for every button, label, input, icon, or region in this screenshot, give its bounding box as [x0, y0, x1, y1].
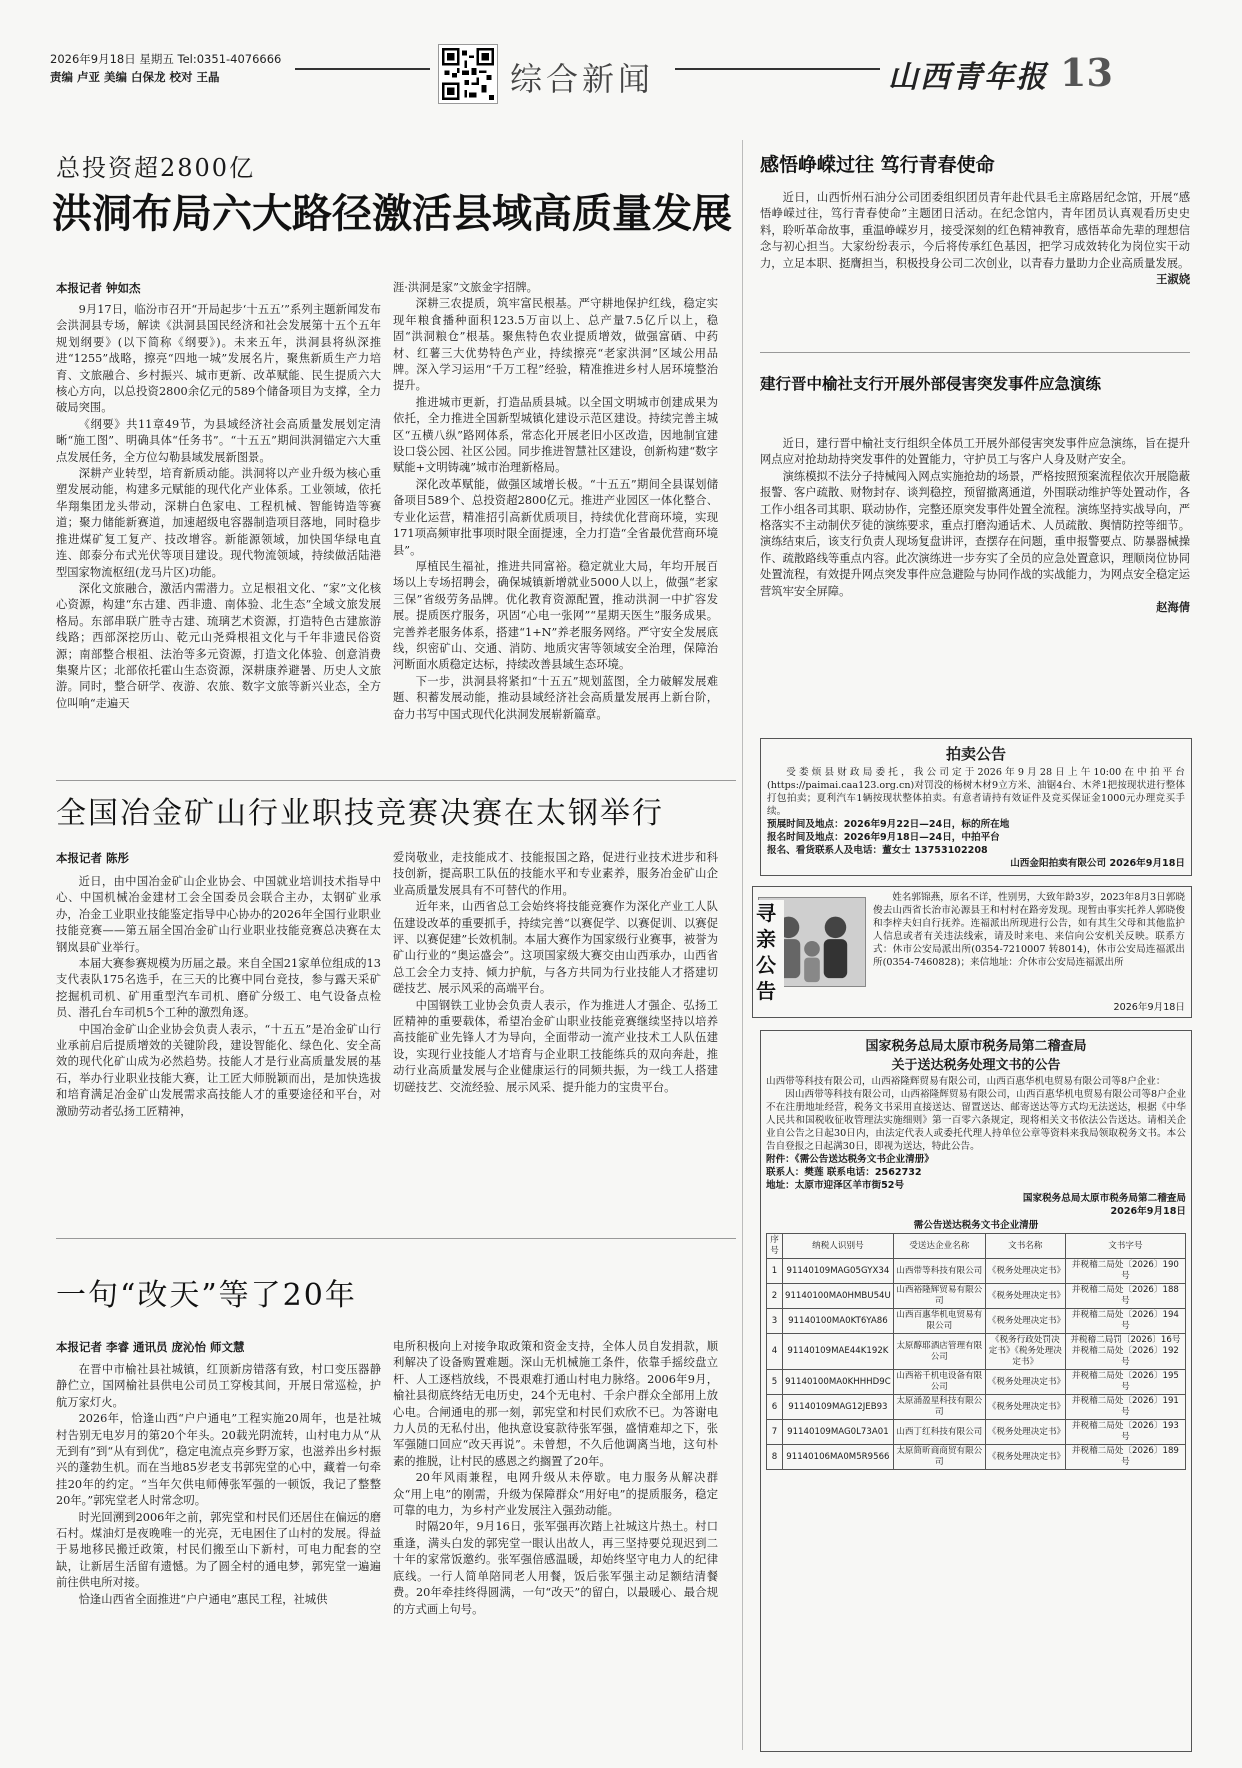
lead-column-1	[56, 302, 381, 767]
auction-signature: 山西金阳拍卖有限公司 2026年9月18日	[1010, 858, 1185, 869]
auction-notice	[760, 738, 1192, 876]
paragraph: 时光回溯到2006年之前，郭宪堂和村民们还居住在偏远的磨石村。煤油灯是夜晚唯一的光亮，无电困住了山村的发展。得益于易地移民搬迁政策，村民们搬至山下新村，可电力配套的空缺，让新居生活留有遗憾。为了圆全村的通电梦，郭宪堂一遍遍前往供电所对接。	[56, 1510, 381, 1590]
table-cell: 《税务处理决定书》	[985, 1395, 1065, 1420]
table-cell: 并税稽二局罚〔2026〕16号 并税稽二局处〔2026〕192号	[1065, 1334, 1185, 1370]
auction-line: 报名、看货联系人及电话：董女士 13753102208	[767, 845, 988, 856]
column-header: 文书名称	[985, 1234, 1065, 1259]
side2-signature: 赵海倩	[1156, 601, 1190, 615]
tax-address: 地址：太原市迎泽区羊市街52号	[766, 1180, 905, 1191]
third-column-2	[393, 1339, 718, 1746]
table-row	[767, 1420, 1186, 1445]
paragraph: 中国冶金矿山企业协会负责人表示，“十五五”是冶金矿山行业承前启后提质增效的关键阶段，建设智能化、绿色化、安全高效的现代化矿山成为必然趋势。技能人才是行业高质量发展的基石，举办行业职业技能大赛，让工匠大师脱颖而出，是加快选拔和培育满足冶金矿山发展需求高技能人才的重要途径和平台，对激励劳动者弘扬工匠精神，	[56, 1022, 381, 1118]
masthead-rule-right	[675, 68, 880, 70]
table-cell: 《税务处理决定书》	[985, 1420, 1065, 1445]
tax-title-2: 关于送达税务处理文书的公告	[891, 1058, 1061, 1073]
paragraph: 推进城市更新，打造品质县城。以全国文明城市创建成果为依托，全力推进全国新型城镇化建设示范区建设。持续完善主城区“五横八纵”路网体系，常态化开展老旧小区改造，因地制宜建设口袋公园、社区公园。同步推进智慧社区建设，创新构建“数字赋能+文明铸魂”城市治理新格局。	[393, 395, 718, 475]
tax-attachment: 附件：《需公告送达税务文书企业清册》	[766, 1154, 934, 1165]
paragraph: 近日，山西忻州石油分公司团委组织团员青年赴代县毛主席路居纪念馆，开展“感悟峥嵘过往，笃行青春使命”主题团日活动。在纪念馆内，青年团员认真观看历史史料，聆听革命故事，重温峥嵘岁月，接受深刻的红色精神教育，感悟革命先辈的理想信念与初心担当。大家纷纷表示，今后将传承红色基因，把学习成效转化为岗位实干动力，立足本职、挺膺担当，积极投身公司二次创业，以青春力量助力企业高质量发展。	[760, 191, 1190, 270]
paragraph: 《纲要》共11章49节，为县域经济社会高质量发展划定清晰“施工图”、明确具体“任务书”。“十五五”期间洪洞锚定六大重点发展任务，全方位勾勒县域发展新图景。	[56, 417, 381, 464]
side2-body	[760, 436, 1190, 726]
masthead-rule-left	[295, 68, 430, 70]
table-cell: 7	[767, 1420, 783, 1445]
table-cell: 91140100MA0KHHHD9C	[783, 1370, 894, 1395]
lead-byline: 本报记者 钟如杰	[56, 281, 141, 295]
table-cell: 《税务行政处罚决定书》《税务处理决定书》	[985, 1334, 1065, 1370]
table-row	[767, 1284, 1186, 1309]
table-cell: 《税务处理决定书》	[985, 1370, 1065, 1395]
table-cell: 并税稽二局处〔2026〕193号	[1065, 1420, 1185, 1445]
table-cell: 4	[767, 1334, 783, 1370]
table-cell: 《税务处理决定书》	[985, 1259, 1065, 1284]
paragraph: 近日，由中国冶金矿山企业协会、中国就业培训技术指导中心、中国机械冶金建材工会全国委员会联合主办，太钢矿业承办，冶金工业职业技能鉴定指导中心协办的2026年全国行业职业技能竞赛——第五届全国冶金矿山行业职业技能竞赛总决赛在太钢岚县矿业举行。	[56, 875, 381, 954]
tax-signature: 国家税务总局太原市税务局第二稽查局	[1022, 1193, 1186, 1204]
paragraph: 9月17日，临汾市召开“开局起步‘十五五’”系列主题新闻发布会洪洞县专场，解读《洪洞县国民经济和社会发展第十五个五年规划纲要》(以下简称《纲要》)。未来五年，洪洞县将纵深推进“1255”战略，擦亮“四地一城”发展名片，聚焦新质生产力培育、文旅融合、乡村振兴、城市更新、改革赋能、民生提质六大核心方向，以总投资2800余亿元的589个储备项目为支撑，全力破局突围。	[56, 303, 381, 415]
paragraph: 2026年，恰逢山西“户户通电”工程实施20周年，也是社城村告别无电岁月的第20个年头。20载光阴流转，山村电力从“从无到有”到“从有到优”，稳定电流点亮乡野万家，也滋养出乡村振兴的蓬勃生机。而在当地85岁老支书郭宪堂的心中，藏着一句牵挂20年的约定。“当年欠供电师傅张军强的一顿饭，我记了整整20年。”郭宪堂老人时常念叨。	[56, 1412, 381, 1508]
section-divider	[760, 352, 1190, 353]
table-cell: 并税稽二局处〔2026〕195号	[1065, 1370, 1185, 1395]
table-row	[767, 1309, 1186, 1334]
section-title: 综合新闻	[510, 60, 655, 98]
table-cell: 并税稽二局处〔2026〕194号	[1065, 1309, 1185, 1334]
tax-table	[766, 1233, 1186, 1470]
column-header: 纳税人识别号	[783, 1234, 894, 1259]
paragraph: 在晋中市榆社县社城镇，红顶新房错落有致，村口变压器静静伫立，国网榆社县供电公司员工穿梭其间，开展日常巡检，护航万家灯火。	[56, 1363, 381, 1409]
table-cell: 91140109MAG0L73A01	[783, 1420, 894, 1445]
paragraph: 下一步，洪洞县将紧扣“十五五”规划蓝图，全力破解发展难题、积蓄发展动能，推动县域经济社会高质量发展再上新台阶，奋力书写中国式现代化洪洞发展崭新篇章。	[393, 674, 718, 721]
missing-label: 寻亲公告	[756, 900, 784, 1004]
column-rule	[742, 140, 743, 1750]
table-row	[767, 1334, 1186, 1370]
column-header: 序号	[767, 1234, 783, 1259]
table-cell: 8	[767, 1445, 783, 1470]
side1-headline: 感悟峥嵘过往 笃行青春使命	[760, 154, 995, 176]
paragraph: 深化改革赋能，做强区域增长极。“十五五”期间全县谋划储备项目589个、总投资超2800亿元。推进产业园区一体化整合、专业化运营，精准招引高新优质项目，持续优化营商环境，实现171项高频审批事项时限全面提速，全力打造“全省最优营商环境县”。	[393, 477, 718, 557]
paragraph: 演练模拟不法分子持械闯入网点实施抢劫的场景，严格按照预案流程依次开展隐蔽报警、客户疏散、财物封存、谈判稳控，预留撤离通道，外围联动维护等处置动作，各工作小组各司其职、联动协作，完整还原突发事件处置全流程。演练坚持实战导向，严格落实不主动制伏歹徒的演练要求，重点打磨沟通话术、人员疏散、舆情防控等细节。演练结束后，该支行负责人现场复盘讲评，查摆存在问题，重申报警要点、防暴器械操作、疏散路线等重点内容。此次演练进一步夯实了全员的应急处置意识，理顺岗位协同处置流程，有效提升网点突发事件应急避险与协同作战的实战能力，为网点安全稳定运营筑牢安全屏障。	[760, 469, 1190, 598]
paragraph: 近日，建行晋中榆社支行组织全体员工开展外部侵害突发事件应急演练，旨在提升网点应对抢劫劫持突发事件的处置能力，守护员工与客户人身及财产安全。	[760, 437, 1190, 467]
table-cell: 91140109MAE44K192K	[783, 1334, 894, 1370]
table-cell: 2	[767, 1284, 783, 1309]
table-cell: 6	[767, 1395, 783, 1420]
table-cell: 91140106MA0M5R9566	[783, 1445, 894, 1470]
table-cell: 山西带等科技有限公司	[893, 1259, 985, 1284]
paragraph: 20年风雨兼程，电网升级从未停歇。电力服务从解决群众“用上电”的刚需，升级为保障群众“用好电”的提质服务，稳定可靠的电力，为乡村产业发展注入强劲动能。	[393, 1471, 718, 1518]
tax-contact: 联系人：樊莲 联系电话：2562732	[766, 1167, 922, 1178]
paragraph: 本届大赛参赛规模为历届之最。来自全国21家单位组成的13支代表队175名选手，在三天的比赛中同台竞技，参与露天采矿挖掘机司机、矿用重型汽车司机、磨矿分级工、电气设备点检员、潜孔台车司机5个工种的激烈角逐。	[56, 957, 381, 1020]
second-byline: 本报记者 陈彤	[56, 851, 130, 865]
table-row	[767, 1395, 1186, 1420]
table-cell: 91140109MAG05GYX34	[783, 1259, 894, 1284]
table-cell: 91140109MAG12JEB93	[783, 1395, 894, 1420]
table-cell: 山西裕隆辉贸易有限公司	[893, 1284, 985, 1309]
section-divider	[56, 780, 736, 781]
paragraph: 恰逢山西省全面推进“户户通电”惠民工程，社城供	[78, 1592, 328, 1606]
masthead	[50, 44, 1200, 106]
lead-kicker: 总投资超2800亿	[56, 154, 256, 182]
table-cell: 1	[767, 1259, 783, 1284]
table-row	[767, 1445, 1186, 1470]
paragraph: 深耕三农提质，筑牢富民根基。严守耕地保护红线，稳定实现年粮食播种面积123.5万亩以上、总产量7.5亿斤以上，稳固“洪洞粮仓”根基。聚焦特色农业提质增效，做强富硒、中药材、红薯三大优势特色产业，持续擦亮“老家洪洞”区域公用品牌。深入学习运用“千万工程”经验，精准推进乡村人居环境整治提升。	[393, 297, 718, 393]
table-cell: 山西百惠华机电贸易有限公司	[893, 1309, 985, 1334]
auction-title: 拍卖公告	[945, 745, 1006, 763]
tax-intro: 山西带等科技有限公司，山西裕隆辉贸易有限公司，山西百惠华机电贸易有限公司等8户企业：	[766, 1076, 1166, 1087]
tax-table-title: 需公告送达税务文书企业清册	[913, 1220, 1039, 1231]
qr-code-icon	[438, 44, 498, 104]
table-row	[767, 1259, 1186, 1284]
paragraph: 中国钢铁工业协会负责人表示，作为推进人才强企、弘扬工匠精神的重要载体，希望冶金矿山职业技能竞赛继续坚持以培养高技能矿业先锋人才为导向，全面带动一流产业技术工人队伍建设，实现行业技能人才培育与企业职工技能练兵的双向奔赴，推动行业高质量发展与企业健康运行的同频共振，为一线工人搭建切磋技艺、交流经验、展示风采、提升能力的宝贵平台。	[393, 998, 718, 1094]
table-cell: 山西丁红科技有限公司	[893, 1420, 985, 1445]
missing-date: 2026年9月18日	[1113, 1002, 1185, 1013]
table-header-row	[767, 1234, 1186, 1259]
staff-line: 责编 卢亚 美编 白保龙 校对 王晶	[50, 70, 220, 84]
second-column-1	[56, 874, 381, 1224]
table-row	[767, 1370, 1186, 1395]
table-cell: 《税务处理决定书》	[985, 1284, 1065, 1309]
paragraph: 厚植民生福祉，推进共同富裕。稳定就业大局，年均开展百场以上专场招聘会，确保城镇新增就业5000人以上，做强“老家三保”省级劳务品牌。优化教育资源配置，推动洪洞一中扩容发展。提质医疗服务，巩固“心电一张网”“星期天医生”服务成果。完善养老服务体系，搭建“1+N”养老服务网络。严守安全发展底线，织密矿山、交通、消防、地质灾害等领域安全治理，保障治河断面水质稳定达标，持续改善县域生态环境。	[393, 559, 718, 672]
tax-notice	[760, 1030, 1192, 1752]
paragraph: 深化文旅融合，激活内需潜力。立足根祖文化、“家”文化核心资源，构建“东古建、西非遗、南体验、北生态”全域文旅发展格局。东部串联广胜寺古建、琉璃艺术资源，打造特色古建旅游线路；西部深挖历山、乾元山尧舜根祖文化与千年非遗民俗资源；南部整合根祖、法治等多元资源，打造文化体验、创意消费集聚片区；北部依托霍山生态资源，深耕康养避暑、历史人文旅游。同时，整合研学、夜游、农旅、数字文旅等新兴业态，全方位叫响“走遍天	[56, 581, 381, 710]
tax-body: 因山西带等科技有限公司，山西裕隆辉贸易有限公司，山西百惠华机电贸易有限公司等8户企业不在注册地址经营，税务文书采用直接送达、留置送达、邮寄送达等方式均无法送达，根据《中华人民共和国税收征收管理法实施细则》第一百零六条规定，现将相关文书依法公告送达。请相关企业自公告之日起30日内，由法定代表人或委托代理人持单位公章等资料来我局领取税务文书。本公告自登报之日起满30日，即视为送达，特此公告。	[766, 1089, 1186, 1152]
tax-date: 2026年9月18日	[1110, 1206, 1186, 1217]
lead-headline: 洪洞布局六大路径激活县域高质量发展	[52, 190, 732, 237]
section-divider	[56, 1238, 736, 1239]
auction-line: 预展时间及地点：2026年9月22日—24日，标的所在地	[767, 819, 1010, 830]
paragraph: 涯·洪洞是家”文旅金字招牌。	[393, 281, 538, 294]
second-headline: 全国冶金矿山行业职技竞赛决赛在太钢举行	[56, 796, 664, 831]
paper-logo: 山西青年报	[888, 60, 1048, 95]
page-number: 13	[1060, 50, 1113, 95]
side2-headline: 建行晋中榆社支行开展外部侵害突发事件应急演练	[760, 374, 1102, 393]
auction-body: 受娄烦县财政局委托，我公司定于2026年9月28日上午10:00在中拍平台(https://paimai.caa123.org.cn)对罚没的杨树木材9立方米、油锯4台、木斧1把按现状进行整体打包拍卖；夏利汽车1辆按现状整体拍卖。有意者请持有效证件及竞买保证金1000元办理竞买手续。	[767, 767, 1185, 817]
table-cell: 91140100MA0HMBU54U	[783, 1284, 894, 1309]
paragraph: 爱岗敬业，走技能成才、技能报国之路，促进行业技术进步和科技创新，提高职工队伍的技能水平和专业素养，服务冶金矿山企业高质量发展具有不可替代的作用。	[393, 851, 718, 897]
column-header: 文书字号	[1065, 1234, 1185, 1259]
table-cell: 并税稽二局处〔2026〕191号	[1065, 1395, 1185, 1420]
table-cell: 91140100MA0KT6YA86	[783, 1309, 894, 1334]
paragraph: 电所积极向上对接争取政策和资金支持，全体人员自发捐款，顺利解决了设备购置难题。深山无机械施工条件，依靠手摇绞盘立杆、人工逐档放线，不畏艰难打通山村电力脉络。2006年9月，榆社县彻底终结无电历史，24个无电村、千余户群众全部用上放心电。合闸通电的那一刻，郭宪堂和村民们欢欣不已。为答谢电力人员的无私付出，他执意设宴款待张军强，盛情难却之下，张军强随口回应“改天再说”。未曾想，不久后他调离当地，这句朴素的推脱，让村民的感恩之约搁置了20年。	[393, 1340, 718, 1468]
table-cell: 太原醇耶酒店管理有限公司	[893, 1334, 985, 1370]
missing-body: 姓名郭锦燕，原名不详，性别男，大致年龄3岁，2023年8月3日郭晓俊去山西省长治市沁源县王和村村在路旁发现。现暂由事实托养人郭晓俊和李梓夫妇自行抚养。连福派出所现进行公告，如有其生父母和其他监护人信息或者有关违法线索，请及时来电、来信向公安机关反映。联系方式：休市公安局派出所(0354-7210007 转8014)，休市公安局连福派出所(0354-7460828)；来信地址：介休市公安局连福派出所	[873, 892, 1185, 968]
third-column-1	[56, 1362, 381, 1746]
lead-column-2	[393, 280, 718, 767]
third-headline: 一句“改天”等了20年	[56, 1278, 357, 1313]
table-cell: 《税务处理决定书》	[985, 1309, 1065, 1334]
auction-line: 报名时间及地点：2026年9月18日—24日，中拍平台	[767, 832, 1000, 843]
paragraph: 时隔20年，9月16日，张军强再次踏上社城这片热土。村口重逢，满头白发的郭宪堂一眼认出故人，再三坚持要兑现迟到二十年的家常饭邀约。张军强倍感温暖，却始终坚守电力人的纪律底线。一行人简单陪同老人用餐，饭后张军强主动足额结清餐费。20年牵挂终得圆满，一句“改天”的留白，以最暖心、最合规的方式画上句号。	[393, 1520, 718, 1616]
paragraph: 近年来，山西省总工会始终将技能竞赛作为深化产业工人队伍建设改革的重要抓手，持续完善“以赛促学、以赛促训、以赛促评、以赛促建”长效机制。本届大赛作为国家级行业赛事，被誉为矿山行业的“奥运盛会”。这项国家级大赛交由山西承办，山西省总工会全力支持、倾力护航，与各方共同为行业技能人才搭建切磋技艺、展示风采的高端平台。	[393, 900, 718, 996]
second-column-2	[393, 850, 718, 1224]
masthead-info	[50, 50, 281, 86]
table-cell: 山西裕千机电设备有限公司	[893, 1370, 985, 1395]
table-cell: 太原涌盈星科技有限公司	[893, 1395, 985, 1420]
paragraph: 深耕产业转型，培育新质动能。洪洞将以产业升级为核心重塑发展动能，构建多元赋能的现代化产业体系。工业领域，依托华翔集团龙头带动，深耕白色家电、工程机械、智能铸造等赛道；聚力储能新赛道，加速超级电容器制造项目落地，同时稳步推进煤矿复工复产、技改增容。新能源领域，加快国华绿电直连、郎泰分布式光伏等项目建设。现代物流领域，持续做活陆港型国家物流枢纽(龙马片区)功能。	[56, 467, 381, 579]
table-cell: 3	[767, 1309, 783, 1334]
table-cell: 太原简昕商商贸有限公司	[893, 1445, 985, 1470]
side1-body	[760, 190, 1190, 330]
tax-title-1: 国家税务总局太原市税务局第二稽查局	[865, 1039, 1087, 1054]
table-cell: 《税务处理决定书》	[985, 1445, 1065, 1470]
table-cell: 5	[767, 1370, 783, 1395]
side1-signature: 王淑娆	[1156, 273, 1190, 287]
column-header: 受送达企业名称	[893, 1234, 985, 1259]
table-cell: 并税稽二局处〔2026〕190号	[1065, 1259, 1185, 1284]
date-line: 2026年9月18日 星期五 Tel:0351-4076666	[50, 52, 282, 66]
table-cell: 并税稽二局处〔2026〕189号	[1065, 1445, 1185, 1470]
table-cell: 并税稽二局处〔2026〕188号	[1065, 1284, 1185, 1309]
third-byline: 本报记者 李睿 通讯员 庞沁怡 师文慧	[56, 1340, 245, 1354]
